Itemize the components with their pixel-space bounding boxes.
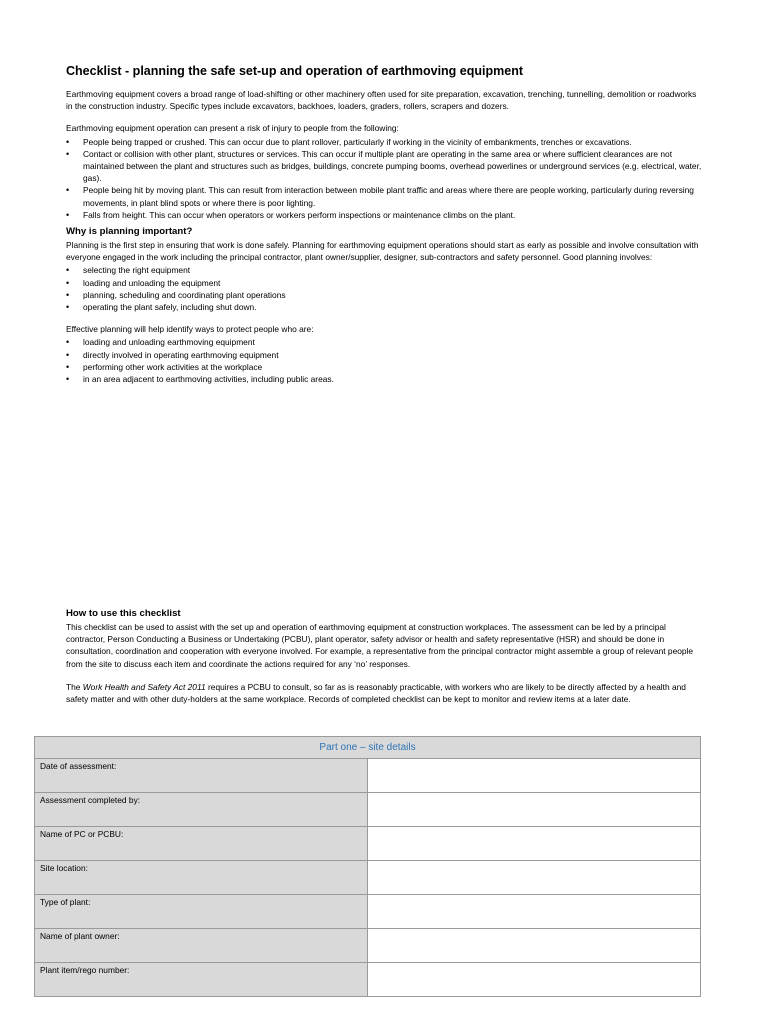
site-details-table — [34, 736, 701, 997]
field-value-cell[interactable] — [368, 861, 701, 895]
field-label: Assessment completed by: — [35, 793, 368, 827]
table-row — [35, 793, 701, 827]
intro-paragraph: Earthmoving equipment covers a broad range of load-shifting or other machinery often used for site preparation, excavation, trenching, tunnelling, demolition or roadworks in the construction industry. Specific types include excavators, backhoes, loaders, graders, rollers, scrapers and dozers. — [66, 89, 697, 112]
consult-prefix: The — [66, 681, 83, 692]
field-value-cell[interactable] — [368, 963, 701, 997]
list-item: • Falls from height. This can occur when operators or workers perform inspections or maintenance climbs on the plant. — [66, 209, 702, 221]
list-item: • performing other work activities at the workplace — [66, 361, 702, 373]
list-item: • selecting the right equipment — [66, 264, 702, 276]
list-item: • directly involved in operating earthmoving equipment — [66, 349, 702, 361]
risk-intro-paragraph: Earthmoving equipment operation can present a risk of injury to people from the following: — [66, 123, 399, 134]
list-item: • Contact or collision with other plant, structures or services. This can occur if multiple plant are operating in the same area or where sufficient clearances are not maintained between the plant and structures such as bridges, buildings, concrete pumping booms, overhead powerlines or underground services (e.g. electrical, water, gas). — [66, 148, 702, 185]
how-to-section — [66, 608, 702, 716]
risk-list — [66, 136, 702, 221]
table-row — [35, 895, 701, 929]
table-row — [35, 827, 701, 861]
planning-section — [66, 226, 702, 385]
planning-paragraph: Planning is the first step in ensuring that work is done safely. Planning for earthmoving equipment operations should start as early as possible and involve consultation with everyone engaged in the work including the principal contractor, plant owner/supplier, designer, sub-contractors and safety personnel. Good planning involves: — [66, 240, 699, 263]
list-item: • in an area adjacent to earthmoving activities, including public areas. — [66, 373, 702, 385]
field-value-cell[interactable] — [368, 793, 701, 827]
list-item: • operating the plant safely, including shut down. — [66, 301, 702, 313]
field-label: Name of PC or PCBU: — [35, 827, 368, 861]
table-header-row — [35, 737, 701, 759]
list-item: • planning, scheduling and coordinating plant operations — [66, 289, 702, 301]
field-value-cell[interactable] — [368, 827, 701, 861]
table-row — [35, 759, 701, 793]
protect-list — [66, 336, 702, 385]
list-item: • People being hit by moving plant. This can result from interaction between mobile plant traffic and areas where there are people working, particularly during reversing movements, in plant blind spots or where there is poor lighting. — [66, 184, 702, 208]
table-heading: Part one – site details — [35, 737, 701, 759]
table-row — [35, 929, 701, 963]
how-to-paragraph: This checklist can be used to assist with the set up and operation of earthmoving equipment at construction workplaces. The assessment can be led by a principal contractor, Person Conducting a Business or Undertaking (PCBU), plant operator, safety advisor or health and safety representative (HSR) and should be done in consultation, coordination and cooperation with everyone involved. For example, a representative from the principal contractor might assemble a group of relevant people from the site to discuss each item and coordinate the actions required for any ‘no’ responses. — [66, 622, 694, 669]
planning-involves-list — [66, 264, 702, 313]
list-item: • loading and unloading the equipment — [66, 277, 702, 289]
consult-rest: requires a PCBU to consult, so far as is reasonably practicable, with workers who are likely to be directly affected by a health and safety matter and with other duty-holders at the same workplace. Records of completed checklist can be kept to monitor and review items at a later date. — [66, 681, 686, 705]
consult-paragraph — [66, 681, 702, 705]
field-label: Site location: — [35, 861, 368, 895]
page-title: Checklist - planning the safe set-up and operation of earthmoving equipment — [66, 64, 523, 78]
list-item: • loading and unloading earthmoving equipment — [66, 336, 702, 348]
protect-intro-paragraph: Effective planning will help identify ways to protect people who are: — [66, 324, 314, 335]
field-label: Name of plant owner: — [35, 929, 368, 963]
field-value-cell[interactable] — [368, 895, 701, 929]
section-heading: How to use this checklist — [66, 608, 181, 619]
field-label: Plant item/rego number: — [35, 963, 368, 997]
document-page — [66, 64, 702, 395]
field-value-cell[interactable] — [368, 759, 701, 793]
list-item: • People being trapped or crushed. This can occur due to plant rollover, particularly if working in the vicinity of embankments, trenches or excavations. — [66, 136, 702, 148]
table-row — [35, 861, 701, 895]
act-name: Work Health and Safety Act 2011 — [82, 681, 206, 692]
field-label: Type of plant: — [35, 895, 368, 929]
field-label: Date of assessment: — [35, 759, 368, 793]
table-row — [35, 963, 701, 997]
field-value-cell[interactable] — [368, 929, 701, 963]
section-heading: Why is planning important? — [66, 226, 193, 238]
